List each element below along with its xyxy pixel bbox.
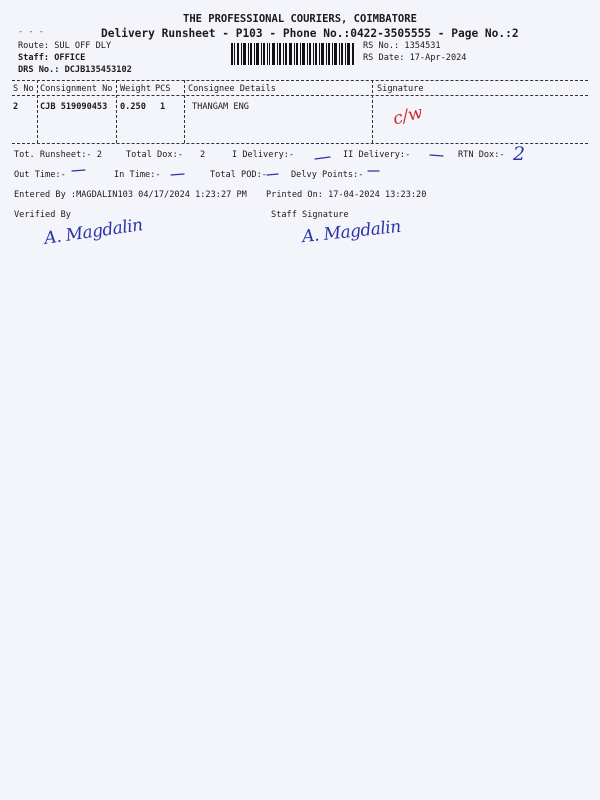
dash-mark-icon xyxy=(429,151,445,159)
staff-field: Staff: OFFICE xyxy=(18,53,86,63)
delvy-points: Delvy Points:- xyxy=(291,170,364,180)
row-signature-stamp: c/w xyxy=(391,102,425,130)
route-field: Route: SUL OFF DLY xyxy=(18,41,112,51)
rtn-dox: RTN Dox:- xyxy=(458,150,505,160)
in-time: In Time:- xyxy=(114,170,161,180)
dash-mark-icon xyxy=(266,171,280,177)
column-divider xyxy=(184,80,185,143)
tot-runsheet: Tot. Runsheet:- 2 xyxy=(14,150,102,160)
dash-mark-icon xyxy=(314,154,332,162)
column-divider xyxy=(37,80,38,143)
table-bottom-border xyxy=(12,143,588,144)
company-name: THE PROFESSIONAL COURIERS, COIMBATORE xyxy=(183,13,417,25)
dash-mark-icon xyxy=(170,171,186,177)
verified-signature: A. Magdalin xyxy=(43,215,144,249)
row-weight: 0.250 xyxy=(120,102,146,112)
staff-signature-label: Staff Signature xyxy=(271,210,349,220)
row-consignment: CJB 519090453 xyxy=(40,102,108,112)
row-sno: 2 xyxy=(13,102,19,112)
staff-signature: A. Magdalin xyxy=(301,216,402,248)
printed-on: Printed On: 17-04-2024 13:23:20 xyxy=(266,190,427,200)
out-time: Out Time:- xyxy=(14,170,66,180)
table-header-border xyxy=(12,95,588,96)
rs-date: RS Date: 17-Apr-2024 xyxy=(363,53,467,63)
column-divider xyxy=(372,80,373,143)
rs-number: RS No.: 1354531 xyxy=(363,41,441,51)
runsheet-title: Delivery Runsheet - P103 - Phone No.:0422-3505555 - Page No.:2 xyxy=(101,27,519,40)
ii-delivery: II Delivery:- xyxy=(343,150,411,160)
dash-mark-icon xyxy=(71,168,87,174)
corner-mark: - - - xyxy=(18,27,44,37)
row-pcs: 1 xyxy=(160,102,166,112)
table-top-border xyxy=(12,80,588,81)
total-dox-label: Total Dox:- xyxy=(126,150,183,160)
total-dox-value: 2 xyxy=(200,150,206,160)
rtn-dox-value: 2 xyxy=(513,143,526,165)
entered-by: Entered By :MAGDALIN103 04/17/2024 1:23:27 PM xyxy=(14,190,247,200)
verified-by-label: Verified By xyxy=(14,210,71,220)
row-consignee: THANGAM ENG xyxy=(192,102,249,112)
column-divider xyxy=(116,80,117,143)
column-header-pcs: PCS xyxy=(155,84,171,94)
column-header-signature: Signature xyxy=(377,84,424,94)
column-header-consignee: Consignee Details xyxy=(188,84,276,94)
drs-number: DRS No.: DCJB135453102 xyxy=(18,65,132,75)
dash-mark-icon xyxy=(367,168,381,174)
total-pod: Total POD:- xyxy=(210,170,267,180)
barcode-icon xyxy=(231,43,355,65)
column-header-sno: S No xyxy=(13,84,34,94)
i-delivery: I Delivery:- xyxy=(232,150,295,160)
column-header-weight: Weight xyxy=(120,84,152,94)
column-header-consignment: Consignment No xyxy=(40,84,113,94)
